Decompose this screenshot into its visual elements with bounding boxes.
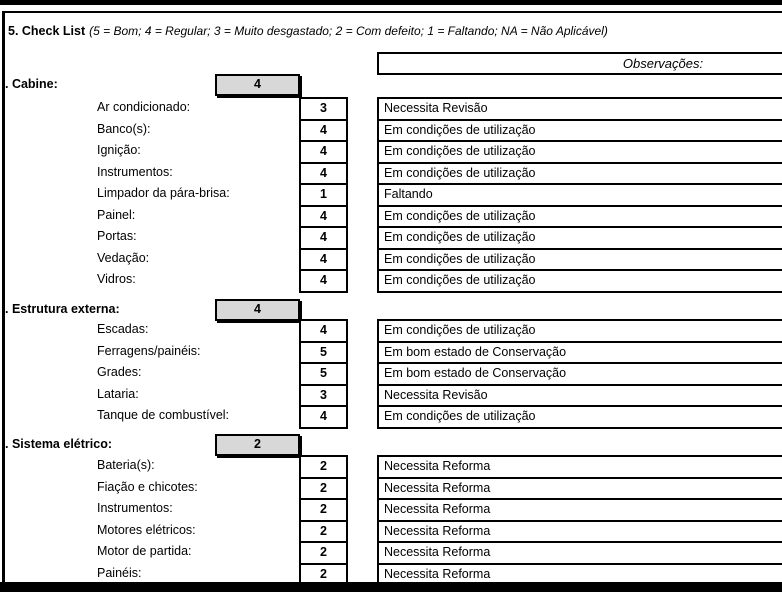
observations-column-header: Observações: [377, 52, 782, 75]
item-label: Grades: [97, 365, 142, 379]
item-score-box[interactable]: 4 [299, 119, 348, 143]
observation-cell[interactable]: Em condições de utilização [377, 248, 782, 272]
item-score-box[interactable]: 2 [299, 520, 348, 544]
item-score-box[interactable]: 4 [299, 405, 348, 429]
item-label: Ferragens/painéis: [97, 343, 201, 358]
item-score-box[interactable]: 3 [299, 384, 348, 408]
observation-cell[interactable]: Necessita Reforma [377, 455, 782, 479]
observation-cell[interactable]: Em condições de utilização [377, 405, 782, 429]
checklist-title [8, 22, 608, 39]
item-label: Vedação: [97, 250, 150, 265]
item-score-box[interactable]: 2 [299, 541, 348, 565]
item-score-box[interactable]: 3 [299, 97, 348, 121]
form-box-top-border [2, 11, 782, 13]
top-divider-bar [0, 0, 782, 5]
bottom-divider-bar [0, 582, 782, 592]
item-label: Banco(s): [97, 121, 151, 136]
item-score-box[interactable]: 1 [299, 183, 348, 207]
observation-cell[interactable]: Em condições de utilização [377, 162, 782, 186]
item-label: Instrumentos: [97, 501, 173, 515]
observation-cell[interactable]: Em condições de utilização [377, 269, 782, 293]
observation-cell[interactable]: Em condições de utilização [377, 140, 782, 164]
item-score-box[interactable]: 2 [299, 498, 348, 522]
item-score-box[interactable]: 4 [299, 248, 348, 272]
observation-cell[interactable]: Necessita Reforma [377, 563, 782, 587]
observation-cell[interactable]: Em condições de utilização [377, 119, 782, 143]
observation-cell[interactable]: Em bom estado de Conservação [377, 341, 782, 365]
item-score-box[interactable]: 4 [299, 226, 348, 250]
observation-cell[interactable]: Necessita Reforma [377, 498, 782, 522]
section-label: . Estrutura externa: [5, 302, 120, 316]
item-label: Vidros: [97, 272, 136, 286]
item-label: Escadas: [97, 322, 149, 336]
section-label: . Sistema elétrico: [5, 437, 112, 451]
item-score-box[interactable]: 2 [299, 563, 348, 587]
observation-cell[interactable]: Necessita Revisão [377, 384, 782, 408]
item-label: Fiação e chicotes: [97, 479, 198, 494]
section-score-box[interactable]: 4 [215, 74, 300, 96]
item-label: Painéis: [97, 565, 142, 580]
item-label: Ignição: [97, 143, 141, 157]
observation-cell[interactable]: Necessita Reforma [377, 520, 782, 544]
section-label: . Cabine: [5, 77, 58, 91]
item-label: Ar condicionado: [97, 100, 191, 114]
observation-cell[interactable]: Em condições de utilização [377, 319, 782, 343]
item-label: Instrumentos: [97, 164, 173, 179]
item-score-box[interactable]: 4 [299, 140, 348, 164]
item-score-box[interactable]: 5 [299, 341, 348, 365]
item-label: Lataria: [97, 386, 139, 401]
item-score-box[interactable]: 4 [299, 269, 348, 293]
item-label: Tanque de combustível: [97, 408, 230, 422]
observation-cell[interactable]: Em bom estado de Conservação [377, 362, 782, 386]
item-score-box[interactable]: 4 [299, 205, 348, 229]
section-score-box[interactable]: 2 [215, 434, 300, 456]
item-score-box[interactable]: 5 [299, 362, 348, 386]
item-score-box[interactable]: 4 [299, 319, 348, 343]
section-score-box[interactable]: 4 [215, 299, 300, 321]
item-score-box[interactable]: 2 [299, 455, 348, 479]
item-score-box[interactable]: 2 [299, 477, 348, 501]
item-label: Motor de partida: [97, 544, 192, 558]
item-label: Motores elétricos: [97, 522, 196, 537]
observation-cell[interactable]: Necessita Reforma [377, 541, 782, 565]
item-label: Painel: [97, 207, 136, 222]
item-score-box[interactable]: 4 [299, 162, 348, 186]
item-label: Portas: [97, 229, 137, 243]
observation-cell[interactable]: Necessita Revisão [377, 97, 782, 121]
item-label: Bateria(s): [97, 458, 155, 472]
checklist-rating-legend: (5 = Bom; 4 = Regular; 3 = Muito desgastado; 2 = Com defeito; 1 = Faltando; NA = Não Aplicável) [89, 24, 608, 38]
item-label: Limpador da pára-brisa: [97, 186, 230, 200]
observation-cell[interactable]: Em condições de utilização [377, 226, 782, 250]
checklist-title-text: 5. Check List [8, 24, 86, 38]
observation-cell[interactable]: Faltando [377, 183, 782, 207]
observation-cell[interactable]: Necessita Reforma [377, 477, 782, 501]
observation-cell[interactable]: Em condições de utilização [377, 205, 782, 229]
